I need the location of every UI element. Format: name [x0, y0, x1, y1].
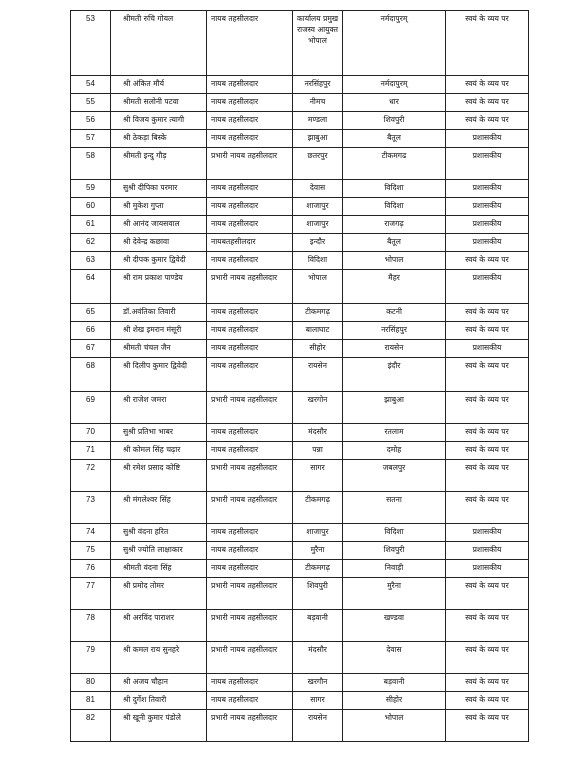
post-cell: नायब तहसीलदार — [207, 358, 293, 392]
table-row — [71, 442, 529, 460]
from-location-cell: शाजापुर — [293, 216, 343, 234]
post-cell: नायब तहसीलदार — [207, 252, 293, 270]
to-location-cell: विदिशा — [343, 180, 446, 198]
name-cell: श्री दिलीप कुमार द्विवेदी — [111, 358, 207, 392]
to-location-cell: रायसेन — [343, 340, 446, 358]
post-cell: नायब तहसीलदार — [207, 322, 293, 340]
serial-number-cell: 68 — [71, 358, 111, 392]
name-cell: श्री विजय कुमार त्यागी — [111, 112, 207, 130]
post-cell: नायब तहसीलदार — [207, 524, 293, 542]
to-location-cell: मुरैना — [343, 578, 446, 610]
name-cell: श्री दुर्गेश तिवारी — [111, 692, 207, 710]
from-location-cell: सागर — [293, 692, 343, 710]
serial-number-cell: 69 — [71, 392, 111, 424]
to-location-cell: जबलपुर — [343, 460, 446, 492]
name-cell: डॉ.अवंतिका तिवारी — [111, 304, 207, 322]
post-cell: नायब तहसीलदार — [207, 76, 293, 94]
from-location-cell: नरसिंहपुर — [293, 76, 343, 94]
to-location-cell: देवास — [343, 642, 446, 674]
post-cell: नायब तहसीलदार — [207, 304, 293, 322]
serial-number-cell: 72 — [71, 460, 111, 492]
post-cell: प्रभारी नायब तहसीलदार — [207, 578, 293, 610]
transfer-mode-cell: स्वयं के व्यय पर — [446, 76, 529, 94]
transfer-mode-cell: स्वयं के व्यय पर — [446, 112, 529, 130]
to-location-cell: रतलाम — [343, 424, 446, 442]
from-location-cell: सागर — [293, 460, 343, 492]
table-row — [71, 692, 529, 710]
from-location-cell: टीकमगढ़ — [293, 560, 343, 578]
table-row — [71, 642, 529, 674]
to-location-cell: भोपाल — [343, 252, 446, 270]
table-row — [71, 76, 529, 94]
from-location-cell: भोपाल — [293, 270, 343, 304]
post-cell: प्रभारी नायब तहसीलदार — [207, 710, 293, 742]
serial-number-cell: 53 — [71, 11, 111, 76]
name-cell: श्री राम प्रकाश पाण्डेय — [111, 270, 207, 304]
transfer-mode-cell: स्वयं के व्यय पर — [446, 610, 529, 642]
name-cell: श्री कमल राय सुनहरे — [111, 642, 207, 674]
name-cell: श्रीमती इन्दु गौड़ — [111, 148, 207, 180]
name-cell: सुश्री दीपिका परमार — [111, 180, 207, 198]
from-location-cell: मण्डला — [293, 112, 343, 130]
name-cell: श्रीमती रुचि गोयल — [111, 11, 207, 76]
from-location-cell: खरगोन — [293, 392, 343, 424]
from-location-cell: पन्ना — [293, 442, 343, 460]
transfer-mode-cell: स्वयं के व्यय पर — [446, 460, 529, 492]
table-row — [71, 304, 529, 322]
table-body — [71, 11, 529, 742]
table-row — [71, 11, 529, 76]
serial-number-cell: 58 — [71, 148, 111, 180]
name-cell: श्री अंकित मौर्य — [111, 76, 207, 94]
to-location-cell: दमोह — [343, 442, 446, 460]
to-location-cell: नर्मदापुरम् — [343, 76, 446, 94]
table-row — [71, 322, 529, 340]
serial-number-cell: 66 — [71, 322, 111, 340]
from-location-cell: विदिशा — [293, 252, 343, 270]
table-row — [71, 524, 529, 542]
from-location-cell: रायसेन — [293, 358, 343, 392]
from-location-cell: देवास — [293, 180, 343, 198]
table-row — [71, 234, 529, 252]
to-location-cell: सतना — [343, 492, 446, 524]
transfer-mode-cell: स्वयं के व्यय पर — [446, 492, 529, 524]
table-row — [71, 578, 529, 610]
serial-number-cell: 74 — [71, 524, 111, 542]
from-location-cell: मंदसौर — [293, 424, 343, 442]
serial-number-cell: 59 — [71, 180, 111, 198]
serial-number-cell: 57 — [71, 130, 111, 148]
transfer-mode-cell: प्रशासकीय — [446, 216, 529, 234]
post-cell: नायब तहसीलदार — [207, 560, 293, 578]
transfer-mode-cell: स्वयं के व्यय पर — [446, 322, 529, 340]
transfer-mode-cell: स्वयं के व्यय पर — [446, 252, 529, 270]
from-location-cell: शाजापुर — [293, 198, 343, 216]
serial-number-cell: 63 — [71, 252, 111, 270]
transfer-table — [70, 10, 529, 742]
transfer-mode-cell: प्रशासकीय — [446, 524, 529, 542]
transfer-mode-cell: स्वयं के व्यय पर — [446, 424, 529, 442]
to-location-cell: शिवपुरी — [343, 542, 446, 560]
name-cell: सुश्री वंदना हरित — [111, 524, 207, 542]
from-location-cell: नीमच — [293, 94, 343, 112]
table-row — [71, 542, 529, 560]
serial-number-cell: 79 — [71, 642, 111, 674]
from-location-cell: कार्यालय प्रमुख राजस्व आयुक्त भोपाल — [293, 11, 343, 76]
to-location-cell: भोपाल — [343, 710, 446, 742]
serial-number-cell: 75 — [71, 542, 111, 560]
transfer-mode-cell: प्रशासकीय — [446, 340, 529, 358]
to-location-cell: धार — [343, 94, 446, 112]
table-row — [71, 492, 529, 524]
serial-number-cell: 60 — [71, 198, 111, 216]
table-row — [71, 198, 529, 216]
from-location-cell: टीकमगढ़ — [293, 304, 343, 322]
serial-number-cell: 78 — [71, 610, 111, 642]
to-location-cell: नर्मदापुरम् — [343, 11, 446, 76]
to-location-cell: मैहर — [343, 270, 446, 304]
table-row — [71, 94, 529, 112]
name-cell: श्री प्रमोद तोमर — [111, 578, 207, 610]
post-cell: प्रभारी नायब तहसीलदार — [207, 460, 293, 492]
post-cell: नायब तहसीलदार — [207, 424, 293, 442]
serial-number-cell: 77 — [71, 578, 111, 610]
document-page — [70, 10, 528, 742]
from-location-cell: मंदसौर — [293, 642, 343, 674]
name-cell: सुश्री ज्योति लाक्षाकार — [111, 542, 207, 560]
post-cell: नायब तहसीलदार — [207, 112, 293, 130]
post-cell: नायब तहसीलदार — [207, 542, 293, 560]
table-row — [71, 392, 529, 424]
from-location-cell: मुरैना — [293, 542, 343, 560]
post-cell: प्रभारी नायब तहसीलदार — [207, 148, 293, 180]
transfer-mode-cell: स्वयं के व्यय पर — [446, 94, 529, 112]
serial-number-cell: 56 — [71, 112, 111, 130]
post-cell: प्रभारी नायब तहसीलदार — [207, 642, 293, 674]
serial-number-cell: 70 — [71, 424, 111, 442]
to-location-cell: राजगढ़ — [343, 216, 446, 234]
name-cell: श्री ठेकड़ा बिस्के — [111, 130, 207, 148]
transfer-mode-cell: प्रशासकीय — [446, 130, 529, 148]
post-cell: नायब तहसीलदार — [207, 692, 293, 710]
transfer-mode-cell: प्रशासकीय — [446, 148, 529, 180]
from-location-cell: टीकमगढ़ — [293, 492, 343, 524]
transfer-mode-cell: स्वयं के व्यय पर — [446, 11, 529, 76]
post-cell: नायब तहसीलदार — [207, 180, 293, 198]
post-cell: प्रभारी नायब तहसीलदार — [207, 492, 293, 524]
post-cell: प्रभारी नायब तहसीलदार — [207, 392, 293, 424]
post-cell: नायब तहसीलदार — [207, 11, 293, 76]
transfer-mode-cell: प्रशासकीय — [446, 560, 529, 578]
post-cell: नायब तहसीलदार — [207, 216, 293, 234]
transfer-mode-cell: स्वयं के व्यय पर — [446, 674, 529, 692]
serial-number-cell: 64 — [71, 270, 111, 304]
to-location-cell: कटनी — [343, 304, 446, 322]
post-cell: नायब तहसीलदार — [207, 130, 293, 148]
table-row — [71, 148, 529, 180]
name-cell: श्री आनंद जायसवाल — [111, 216, 207, 234]
table-row — [71, 710, 529, 742]
name-cell: श्री देवेन्द्र कछावा — [111, 234, 207, 252]
to-location-cell: विदिशा — [343, 524, 446, 542]
table-row — [71, 560, 529, 578]
post-cell: नायबतहसीलदार — [207, 234, 293, 252]
name-cell: सुश्री प्रतिभा भाबर — [111, 424, 207, 442]
post-cell: नायब तहसीलदार — [207, 442, 293, 460]
name-cell: श्रीमती चंचल जैन — [111, 340, 207, 358]
serial-number-cell: 61 — [71, 216, 111, 234]
transfer-mode-cell: स्वयं के व्यय पर — [446, 642, 529, 674]
serial-number-cell: 67 — [71, 340, 111, 358]
from-location-cell: शाजापुर — [293, 524, 343, 542]
to-location-cell: नरसिंहपुर — [343, 322, 446, 340]
name-cell: श्री शेख इमरान मंसूरी — [111, 322, 207, 340]
name-cell: श्रीमती सलोनी पटवा — [111, 94, 207, 112]
table-row — [71, 180, 529, 198]
serial-number-cell: 55 — [71, 94, 111, 112]
to-location-cell: शिवपुरी — [343, 112, 446, 130]
from-location-cell: झाबुआ — [293, 130, 343, 148]
serial-number-cell: 62 — [71, 234, 111, 252]
post-cell: नायब तहसीलदार — [207, 340, 293, 358]
name-cell: श्री रमेश प्रसाद कोष्टि — [111, 460, 207, 492]
transfer-mode-cell: स्वयं के व्यय पर — [446, 392, 529, 424]
name-cell: श्री अरविंद पाराशर — [111, 610, 207, 642]
table-row — [71, 460, 529, 492]
serial-number-cell: 80 — [71, 674, 111, 692]
serial-number-cell: 82 — [71, 710, 111, 742]
transfer-mode-cell: प्रशासकीय — [446, 198, 529, 216]
from-location-cell: खरगौन — [293, 674, 343, 692]
to-location-cell: झाबुआ — [343, 392, 446, 424]
to-location-cell: बैतूल — [343, 130, 446, 148]
name-cell: श्री खूनी कुमार पंडोले — [111, 710, 207, 742]
from-location-cell: शिवपुरी — [293, 578, 343, 610]
table-row — [71, 130, 529, 148]
from-location-cell: रायसेन — [293, 710, 343, 742]
name-cell: श्री दीपक कुमार द्विवेदी — [111, 252, 207, 270]
name-cell: श्री राजेश जमरा — [111, 392, 207, 424]
from-location-cell: बड़वानी — [293, 610, 343, 642]
serial-number-cell: 76 — [71, 560, 111, 578]
table-row — [71, 674, 529, 692]
to-location-cell: बैतूल — [343, 234, 446, 252]
serial-number-cell: 54 — [71, 76, 111, 94]
table-row — [71, 216, 529, 234]
table-row — [71, 270, 529, 304]
from-location-cell: इन्दौर — [293, 234, 343, 252]
transfer-mode-cell: स्वयं के व्यय पर — [446, 692, 529, 710]
table-row — [71, 358, 529, 392]
post-cell: नायब तहसीलदार — [207, 94, 293, 112]
name-cell: श्री मुकेश गुप्ता — [111, 198, 207, 216]
serial-number-cell: 71 — [71, 442, 111, 460]
to-location-cell: खण्डवा — [343, 610, 446, 642]
to-location-cell: विदिशा — [343, 198, 446, 216]
post-cell: प्रभारी नायब तहसीलदार — [207, 610, 293, 642]
name-cell: श्री अजय चौहान — [111, 674, 207, 692]
table-row — [71, 610, 529, 642]
to-location-cell: बड़वानी — [343, 674, 446, 692]
transfer-mode-cell: स्वयं के व्यय पर — [446, 578, 529, 610]
transfer-mode-cell: प्रशासकीय — [446, 542, 529, 560]
name-cell: श्री मंगलेश्वर सिंह — [111, 492, 207, 524]
table-row — [71, 340, 529, 358]
from-location-cell: छतरपुर — [293, 148, 343, 180]
table-row — [71, 424, 529, 442]
table-row — [71, 252, 529, 270]
transfer-mode-cell: स्वयं के व्यय पर — [446, 304, 529, 322]
post-cell: नायब तहसीलदार — [207, 674, 293, 692]
to-location-cell: सीहोर — [343, 692, 446, 710]
table-row — [71, 112, 529, 130]
to-location-cell: निवाड़ी — [343, 560, 446, 578]
serial-number-cell: 65 — [71, 304, 111, 322]
to-location-cell: टीकमगढ — [343, 148, 446, 180]
transfer-mode-cell: स्वयं के व्यय पर — [446, 358, 529, 392]
transfer-mode-cell: स्वयं के व्यय पर — [446, 710, 529, 742]
from-location-cell: सीहोर — [293, 340, 343, 358]
post-cell: प्रभारी नायब तहसीलदार — [207, 270, 293, 304]
transfer-mode-cell: प्रशासकीय — [446, 234, 529, 252]
post-cell: नायब तहसीलदार — [207, 198, 293, 216]
transfer-mode-cell: प्रशासकीय — [446, 180, 529, 198]
transfer-mode-cell: स्वयं के व्यय पर — [446, 442, 529, 460]
name-cell: श्री कोमल सिंह चढ़ार — [111, 442, 207, 460]
transfer-mode-cell: प्रशासकीय — [446, 270, 529, 304]
serial-number-cell: 73 — [71, 492, 111, 524]
from-location-cell: बालाघाट — [293, 322, 343, 340]
serial-number-cell: 81 — [71, 692, 111, 710]
name-cell: श्रीमती वंदना सिंह — [111, 560, 207, 578]
to-location-cell: इंदौर — [343, 358, 446, 392]
